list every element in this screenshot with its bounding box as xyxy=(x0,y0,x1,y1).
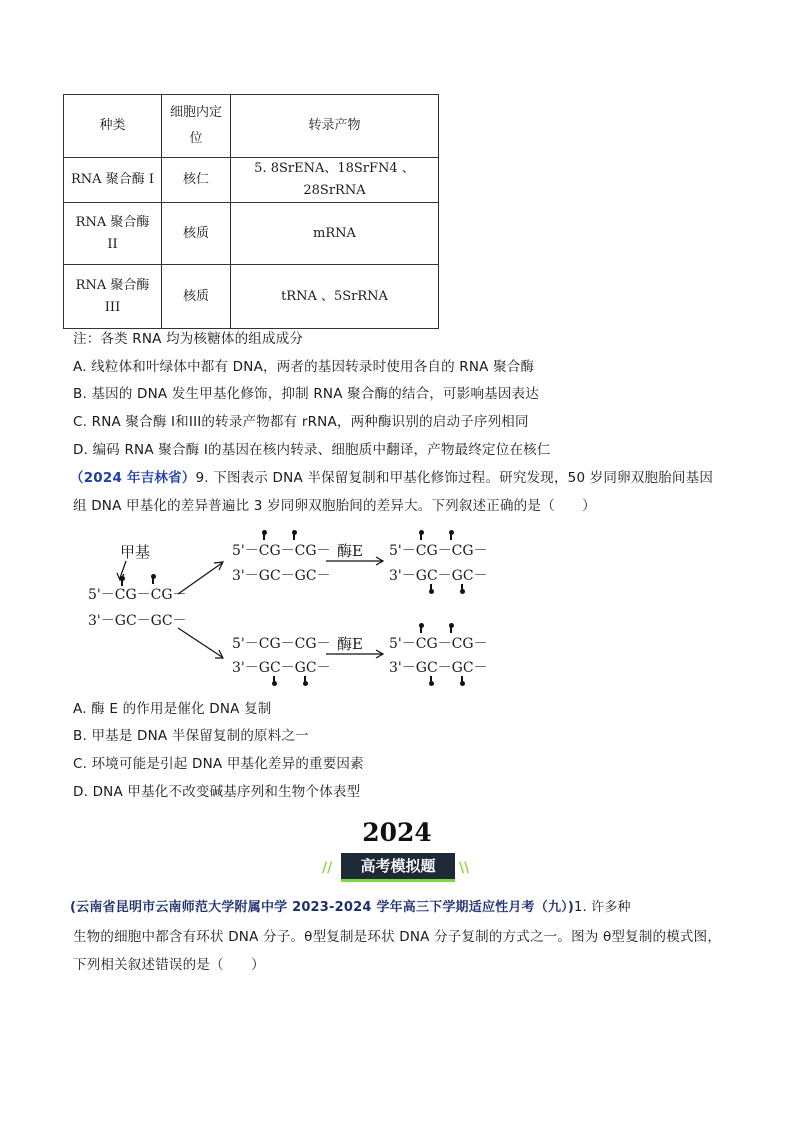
option-d: D. 编码 RNA 聚合酶 I的基因在核内转录、细胞质中翻译，产物最终定位在核仁 xyxy=(73,442,551,458)
strand-3-prime: 3'－GC－GC－ xyxy=(389,660,488,676)
strand-5-prime: 5'－CG－CG－ xyxy=(389,636,488,652)
strand-3-prime: 3'－GC－GC－ xyxy=(232,660,331,676)
option-b: B. 甲基是 DNA 半保留复制的原料之一 xyxy=(73,728,309,744)
strand-5-prime: 5'－CG－CG－ xyxy=(232,543,331,559)
methyl-mark xyxy=(152,578,154,584)
methyl-mark xyxy=(430,676,432,682)
question-1-stem-line2: 生物的细胞中都含有环状 DNA 分子。θ型复制是环状 DNA 分子复制的方式之一。图为 θ型复制的模式图， xyxy=(73,929,722,945)
methyl-mark xyxy=(304,676,306,682)
option-c: C. RNA 聚合酶 I和III的转录产物都有 rRNA，两种酶识别的启动子序列相同 xyxy=(73,414,529,430)
methyl-mark xyxy=(450,534,452,540)
methyl-mark xyxy=(461,676,463,682)
table-cell: RNA 聚合酶 III xyxy=(64,265,162,329)
section-banner: 高考模拟题 xyxy=(341,853,455,882)
option-a: A. 线粒体和叶绿体中都有 DNA，两者的基因转录时使用各自的 RNA 聚合酶 xyxy=(73,359,535,375)
strand-5-prime: 5'－CG－CG－ xyxy=(389,543,488,559)
section-year: 2024 xyxy=(362,818,432,847)
strand-3-prime: 3'－GC－GC－ xyxy=(389,568,488,584)
question-1-stem xyxy=(70,896,631,915)
strand-3-prime: 3'－GC－GC－ xyxy=(88,613,187,629)
methyl-mark xyxy=(420,534,422,540)
methyl-mark xyxy=(430,584,432,590)
option-b: B. 基因的 DNA 发生甲基化修饰，抑制 RNA 聚合酶的结合，可影响基因表达 xyxy=(73,386,539,402)
table-cell: RNA 聚合酶 I xyxy=(64,158,162,203)
methyl-mark xyxy=(461,584,463,590)
table-cell: mRNA xyxy=(231,203,439,265)
question-stem: 9. 下图表示 DNA 半保留复制和甲基化修饰过程。研究发现，50 岁同卵双胞胎间基因 xyxy=(195,470,714,486)
strand-3-prime: 3'－GC－GC－ xyxy=(232,568,331,584)
question-9-stem-line2: 组 DNA 甲基化的差异普遍比 3 岁同卵双胞胎间的差异大。下列叙述正确的是（ ） xyxy=(73,498,596,514)
methyl-label: 甲基 xyxy=(120,543,151,561)
methyl-mark xyxy=(263,534,265,540)
methyl-mark xyxy=(121,580,123,586)
table-cell: RNA 聚合酶 II xyxy=(64,203,162,265)
option-d: D. DNA 甲基化不改变碱基序列和生物个体表型 xyxy=(73,784,361,800)
question-source: (云南省昆明市云南师范大学附属中学 2023-2024 学年高三下学期适应性月考（九）) xyxy=(70,900,574,915)
option-c: C. 环境可能是引起 DNA 甲基化差异的重要因素 xyxy=(73,756,364,772)
strand-5-prime: 5'－CG－CG－ xyxy=(232,636,331,652)
table-header: 转录产物 xyxy=(231,95,439,158)
banner-decoration-left: // xyxy=(322,860,333,876)
methyl-mark xyxy=(450,627,452,633)
table-cell: 核质 xyxy=(162,203,231,265)
enzyme-label: 酶E xyxy=(337,542,363,560)
table-cell: tRNA 、5SrRNA xyxy=(231,265,439,329)
strand-5-prime: 5'－CG－CG－ xyxy=(88,587,187,603)
methyl-mark xyxy=(273,676,275,682)
table-note: 注：各类 RNA 均为核糖体的组成成分 xyxy=(73,331,304,347)
enzyme-label: 酶E xyxy=(337,635,363,653)
banner-decoration-right: \\ xyxy=(459,860,470,876)
methyl-mark xyxy=(420,627,422,633)
table-cell: 5. 8SrENA、18SrFN4 、28SrRNA xyxy=(231,158,439,203)
table-cell: 核质 xyxy=(162,265,231,329)
question-1-stem-line3: 下列相关叙述错误的是（ ） xyxy=(73,957,265,973)
question-stem: 1. 许多种 xyxy=(574,900,631,915)
option-a: A. 酶 E 的作用是催化 DNA 复制 xyxy=(73,701,272,717)
table-header: 种类 xyxy=(64,95,162,158)
question-source: （2024 年吉林省） xyxy=(70,470,196,486)
methyl-mark xyxy=(293,534,295,540)
table-header: 细胞内定位 xyxy=(162,95,231,158)
table-cell: 核仁 xyxy=(162,158,231,203)
